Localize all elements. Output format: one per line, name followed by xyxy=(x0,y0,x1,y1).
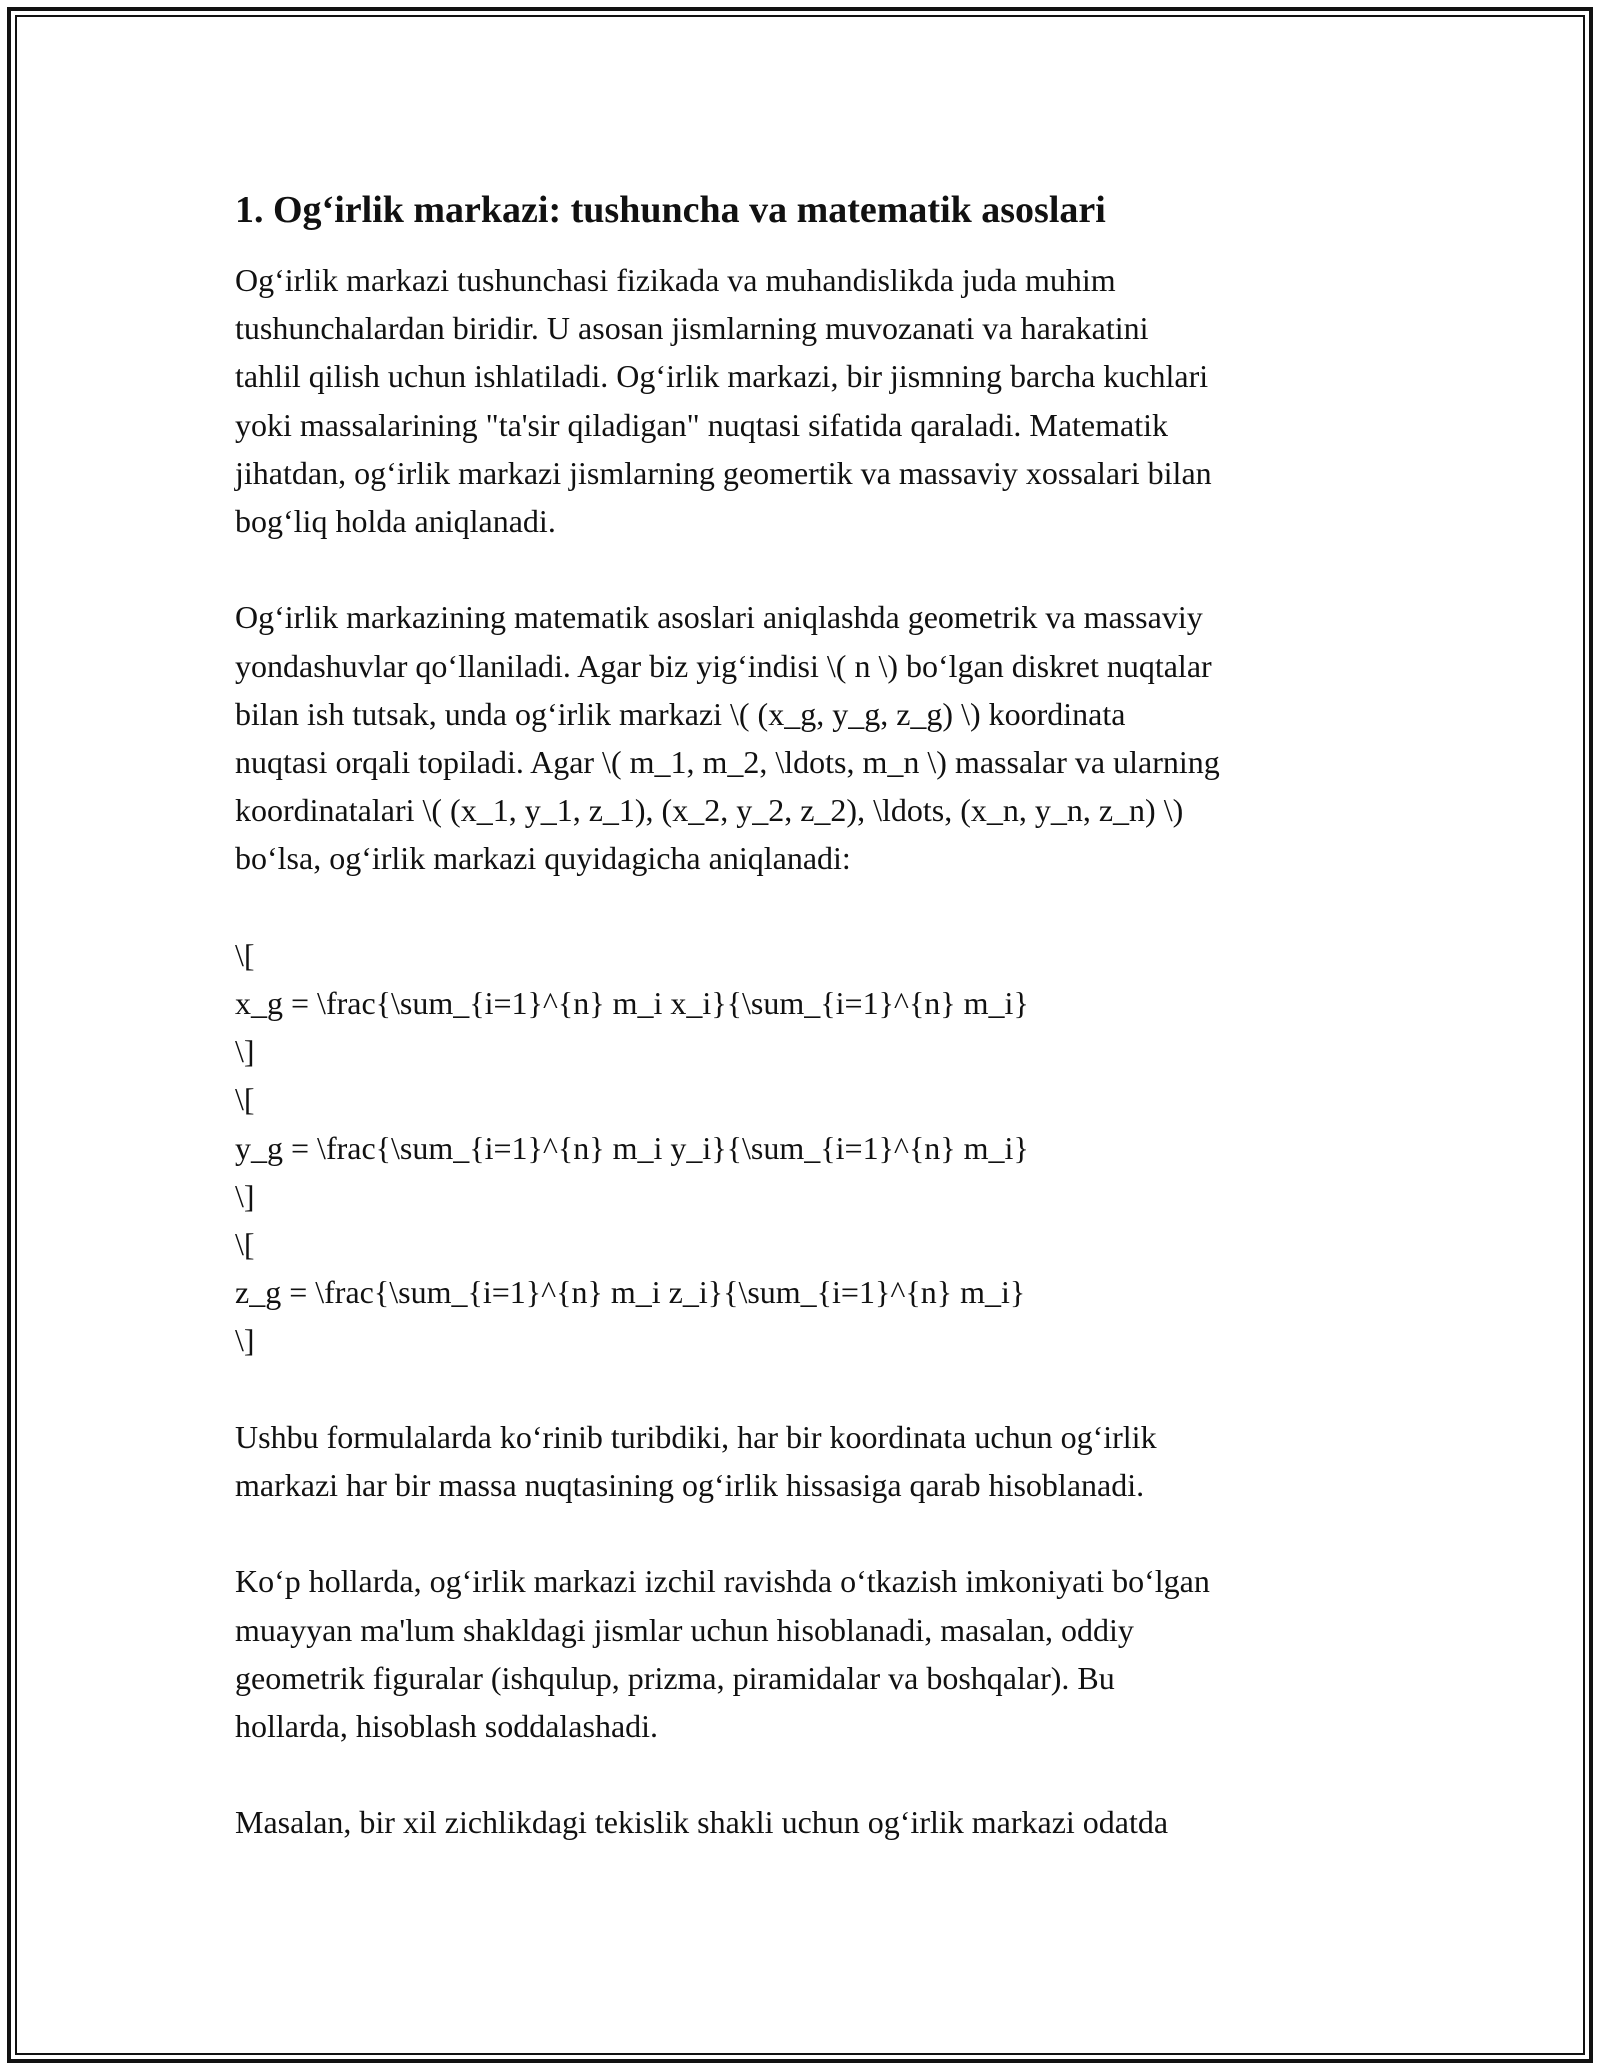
formula-line: \[ xyxy=(235,936,255,973)
paragraph-intro: Og‘irlik markazi tushunchasi fizikada va muhandislikda juda muhim tushunchalardan biridir. U asosan jismlarning muvozanati va harakatini tahlil qilish uchun ishlatiladi. Og‘irlik markazi, bir jismning barcha kuchlari yoki massalarining "ta'sir qiladigan" nuqtasi sifatida qaraladi. Matematik jihatdan, og‘irlik markazi jismlarning geomertik va massaviy xossalari bilan bog‘liq holda aniqlanadi. xyxy=(235,262,1212,540)
formula-line: z_g = \frac{\sum_{i=1}^{n} m_i z_i}{\sum_{i=1}^{n} m_i} xyxy=(235,1274,1026,1311)
formula-line: \[ xyxy=(235,1226,255,1263)
formula-line: \] xyxy=(235,1177,255,1214)
formula-line: \[ xyxy=(235,1081,255,1118)
formula-line: y_g = \frac{\sum_{i=1}^{n} m_i y_i}{\sum_{i=1}^{n} m_i} xyxy=(235,1129,1029,1166)
section-heading: 1. Og‘irlik markazi: tushuncha va matematik asoslari xyxy=(235,189,1106,231)
paragraph-simple-shapes: Ko‘p hollarda, og‘irlik markazi izchil ravishda o‘tkazish imkoniyati bo‘lgan muayyan ma'lum shakldagi jismlar uchun hisoblanadi, masalan, oddiy geometrik figuralar (ishqulup, prizma, piramidalar va boshqalar). Bu hollarda, hisoblash soddalashadi. xyxy=(235,1563,1210,1745)
formula-block xyxy=(235,931,1395,1365)
paragraph-math-basis: Og‘irlik markazining matematik asoslari aniqlashda geometrik va massaviy yondashuvlar qo‘llaniladi. Agar biz yig‘indisi \( n \) bo‘lgan diskret nuqtalar bilan ish tutsak, unda og‘irlik markazi \( (x_g, y_g, z_g) \) koordinata nuqtasi orqali topiladi. Agar \( m_1, m_2, \ldots, m_n \) massalar va ularning koordinatalari \( (x_1, y_1, z_1), (x_2, y_2, z_2), \ldots, (x_n, y_n, z_n) \) bo‘lsa, og‘irlik markazi quyidagicha aniqlanadi: xyxy=(235,599,1220,877)
formula-line: \] xyxy=(235,1033,255,1070)
formula-line: \] xyxy=(235,1322,255,1359)
document-body xyxy=(235,186,1395,1895)
paragraph-example: Masalan, bir xil zichlikdagi tekislik shakli uchun og‘irlik markazi odatda xyxy=(235,1804,1169,1841)
formula-line: x_g = \frac{\sum_{i=1}^{n} m_i x_i}{\sum_{i=1}^{n} m_i} xyxy=(235,985,1029,1022)
paragraph-formula-explanation: Ushbu formulalarda ko‘rinib turibdiki, har bir koordinata uchun og‘irlik markazi har bir massa nuqtasining og‘irlik hissasiga qarab hisoblanadi. xyxy=(235,1418,1157,1504)
